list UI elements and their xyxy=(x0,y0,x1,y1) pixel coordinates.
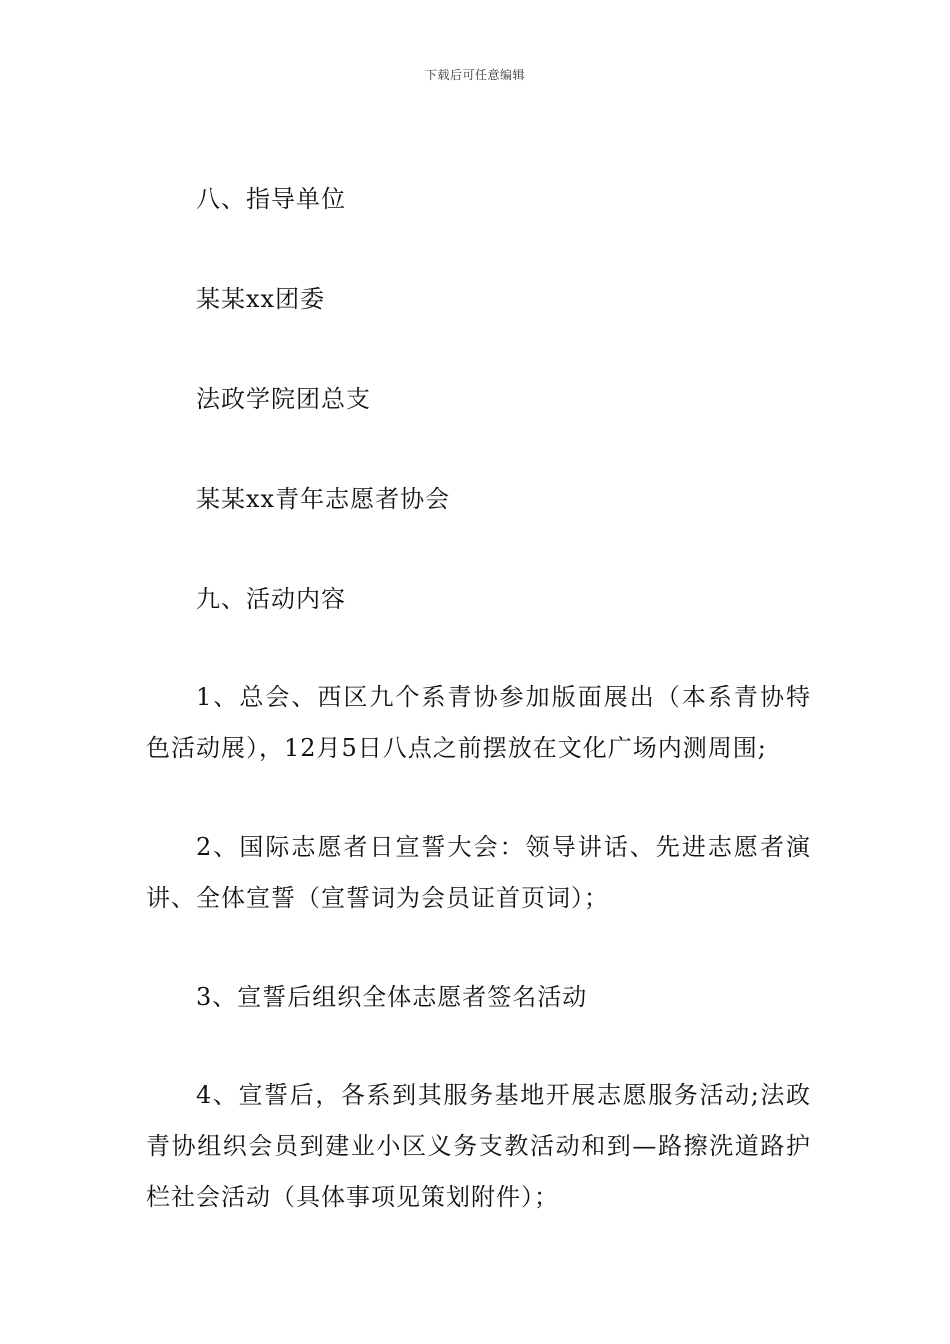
activity-item-4: 4、宣誓后，各系到其服务基地开展志愿服务活动;法政青协组织会员到建业小区义务支教活动和到—路擦洗道路护栏社会活动（具体事项见策划附件）； xyxy=(146,1081,811,1211)
activity-item-3: 3、宣誓后组织全体志愿者签名活动 xyxy=(196,983,588,1011)
header-note: 下载后可任意编辑 xyxy=(424,68,525,82)
guiding-unit-1: 某某xx团委 xyxy=(196,285,326,313)
section-9-title: 九、活动内容 xyxy=(196,585,346,613)
section-8-title: 八、指导单位 xyxy=(196,185,346,213)
activity-item-1: 1、总会、西区九个系青协参加版面展出（本系青协特色活动展），12月5日八点之前摆放在文化广场内测周围; xyxy=(146,683,811,762)
guiding-unit-3: 某某xx青年志愿者协会 xyxy=(196,485,451,513)
guiding-unit-2: 法政学院团总支 xyxy=(196,385,371,413)
activity-item-2: 2、国际志愿者日宣誓大会：领导讲话、先进志愿者演讲、全体宣誓（宣誓词为会员证首页词）； xyxy=(146,833,811,912)
